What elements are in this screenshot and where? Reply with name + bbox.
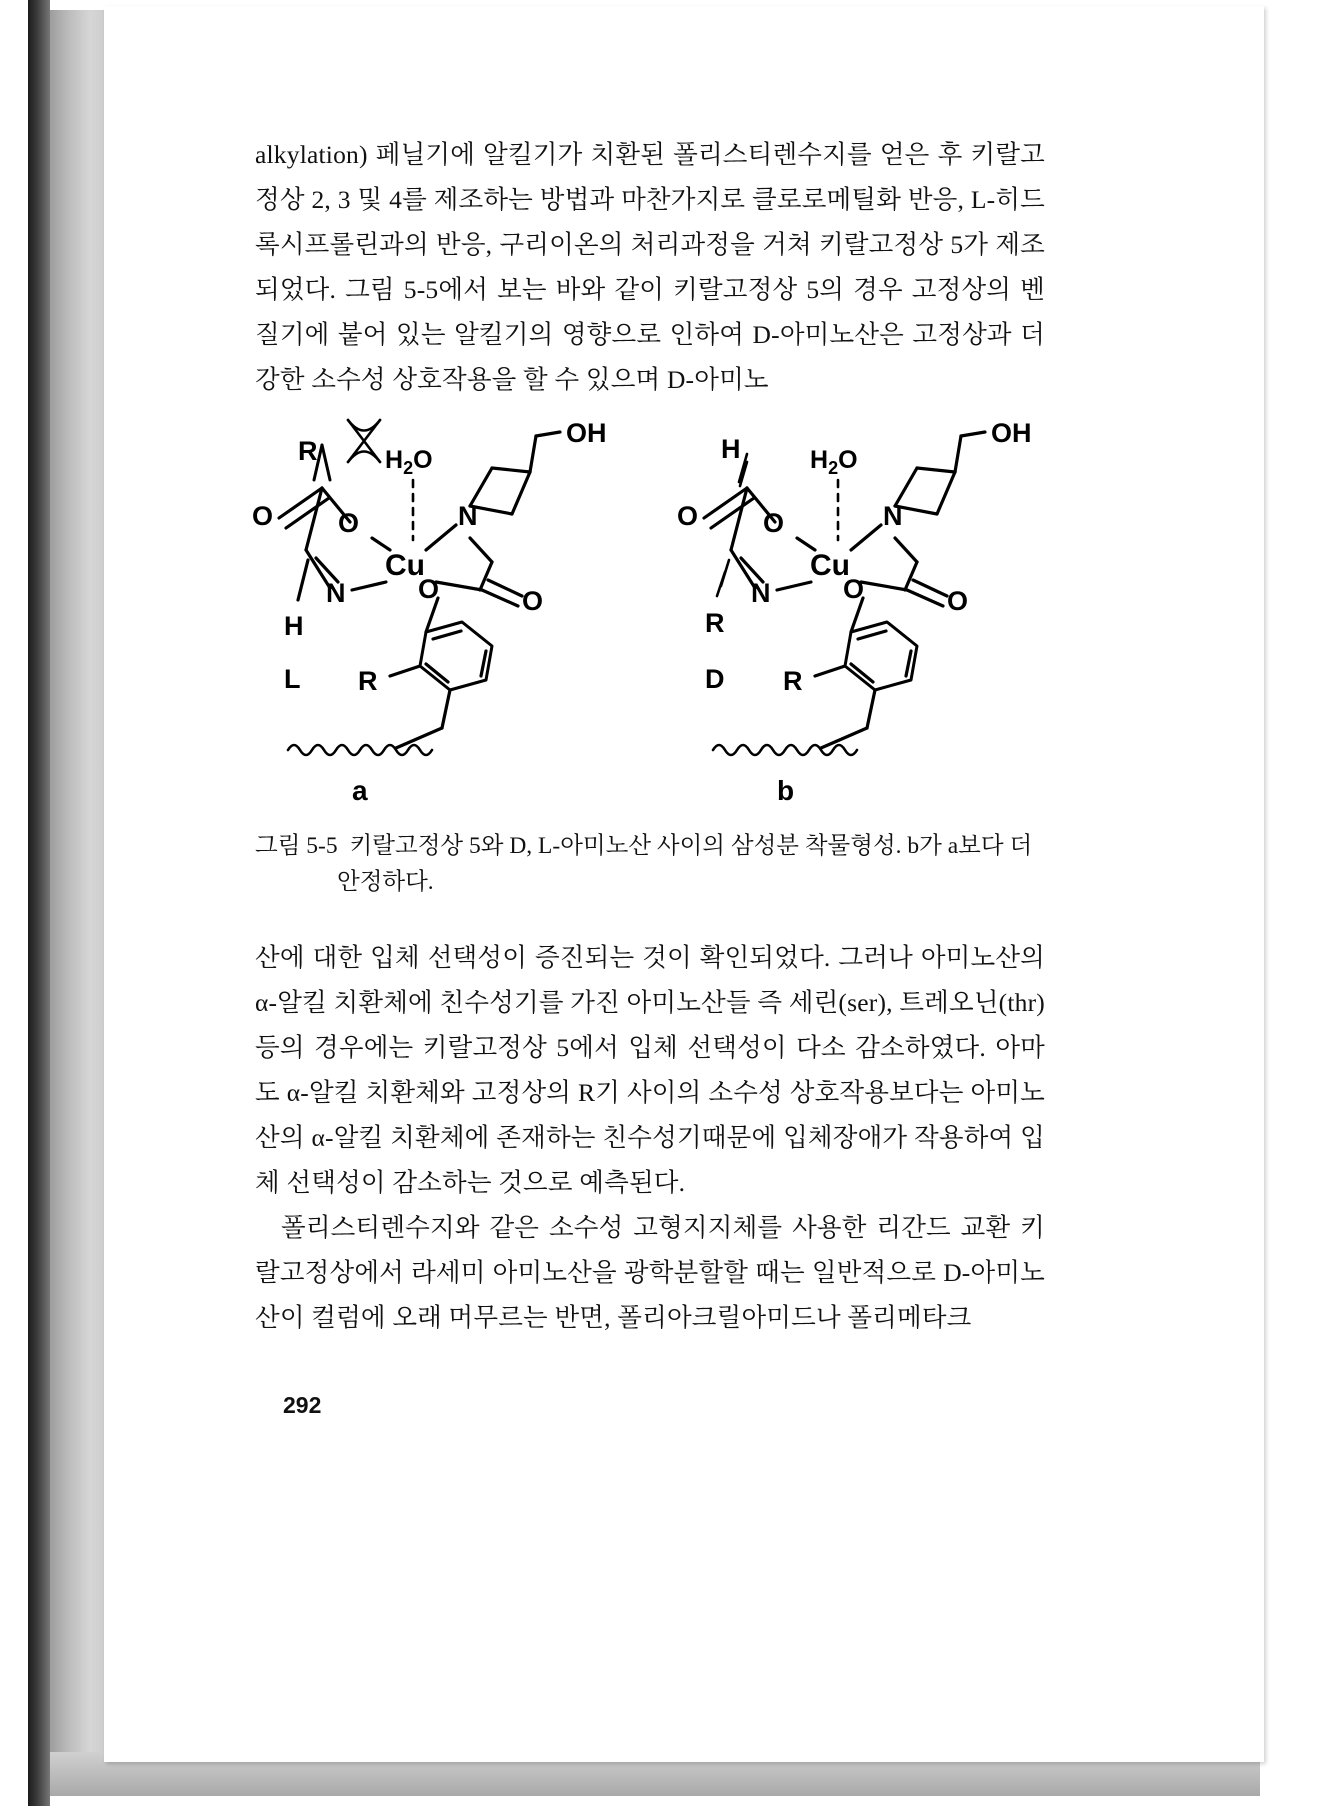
structure-sublabel-b: b xyxy=(777,775,795,806)
label-D-b: D xyxy=(705,664,725,694)
body-text-bottom xyxy=(255,935,1045,1340)
figure-caption-line1: 키랄고정상 5와 D, L-아미노산 사이의 삼성분 착물형성. b가 a보다 더 xyxy=(349,833,1033,859)
label-Cu-a: Cu xyxy=(385,549,425,582)
label-O-a-4: O xyxy=(522,586,544,616)
chemical-structure-diagram xyxy=(230,410,1070,830)
label-O-a-2: O xyxy=(338,508,360,538)
structure-sublabel-a: a xyxy=(352,775,368,806)
label-L-a: L xyxy=(284,664,301,694)
structure-b xyxy=(677,418,1032,806)
paragraph: 폴리스티렌수지와 같은 소수성 고형지지체를 사용한 리간드 교환 키랄고정상에서 라세미 아미노산을 광학분할할 때는 일반적으로 D-아미노산이 컬럼에 오래 머무르는 반면, 폴리아크릴아미드나 폴리메타크 xyxy=(255,1213,1045,1332)
label-N-b-left: N xyxy=(751,578,771,608)
label-R-ring-a: R xyxy=(358,666,378,696)
page-spine-outer xyxy=(0,0,30,1806)
label-O-a-3: O xyxy=(418,574,440,604)
label-O-b-3: O xyxy=(843,574,865,604)
label-N-a-right: N xyxy=(458,501,478,531)
figure-caption-label: 그림 5-5 xyxy=(255,833,338,859)
label-O-b-2: O xyxy=(763,508,785,538)
page-number: 292 xyxy=(283,1392,322,1418)
label-Cu-b: Cu xyxy=(810,549,850,582)
label-N-a-left: N xyxy=(326,578,346,608)
paragraph: alkylation) 페닐기에 알킬기가 치환된 폴리스티렌수지를 얻은 후 키랄고정상 2, 3 및 4를 제조하는 방법과 마찬가지로 클로로메틸화 반응, L-히드록시프롤린과의 반응, 구리이온의 처리과정을 거쳐 키랄고정상 5가 제조되었다. 그림 5-5에서 보는 바와 같이 키랄고정상 5의 경우 고정상의 벤질기에 붙어 있는 알킬기의 영향으로 인하여 D-아미노산은 고정상과 더 강한 소수성 상호작용을 할 수 있으며 D-아미노 xyxy=(255,140,1045,394)
label-H-a: H xyxy=(284,611,304,641)
label-R-b: R xyxy=(705,608,725,638)
paragraph: 산에 대한 입체 선택성이 증진되는 것이 확인되었다. 그러나 아미노산의 α-알킬 치환체에 친수성기를 가진 아미노산들 즉 세린(ser), 트레오닌(thr) 등의 경우에는 키랄고정상 5에서 입체 선택성이 다소 감소하였다. 아마도 α-알킬 치환체와 고정상의 R기 사이의 소수성 상호작용보다는 아미노산의 α-알킬 치환체에 존재하는 친수성기때문에 입체장애가 작용하여 입체 선택성이 감소하는 것으로 예측된다. xyxy=(255,943,1045,1197)
label-H2O-a: $H_2O$ xyxy=(385,446,433,478)
label-OH-a: OH xyxy=(566,418,607,448)
label-O-b-4: O xyxy=(947,586,969,616)
label-O-a-1: O xyxy=(252,501,274,531)
structure-a xyxy=(252,418,607,806)
body-text-top xyxy=(255,132,1045,402)
label-R-a: R xyxy=(298,436,318,466)
figure-caption xyxy=(255,828,1055,900)
label-O-b-1: O xyxy=(677,501,699,531)
label-N-b-right: N xyxy=(883,501,903,531)
label-R-ring-b: R xyxy=(783,666,803,696)
figure-5-5 xyxy=(230,410,1070,830)
page-spine-shadow xyxy=(28,0,50,1806)
polymer-squiggle-b xyxy=(713,745,857,755)
figure-caption-line2: 안정하다. xyxy=(337,869,434,895)
label-H2O-b: $H_2O$ xyxy=(810,446,858,478)
polymer-squiggle-a xyxy=(288,745,432,755)
label-OH-b: OH xyxy=(991,418,1032,448)
page-edge-left xyxy=(50,10,112,1796)
label-H-b: H xyxy=(721,434,741,464)
